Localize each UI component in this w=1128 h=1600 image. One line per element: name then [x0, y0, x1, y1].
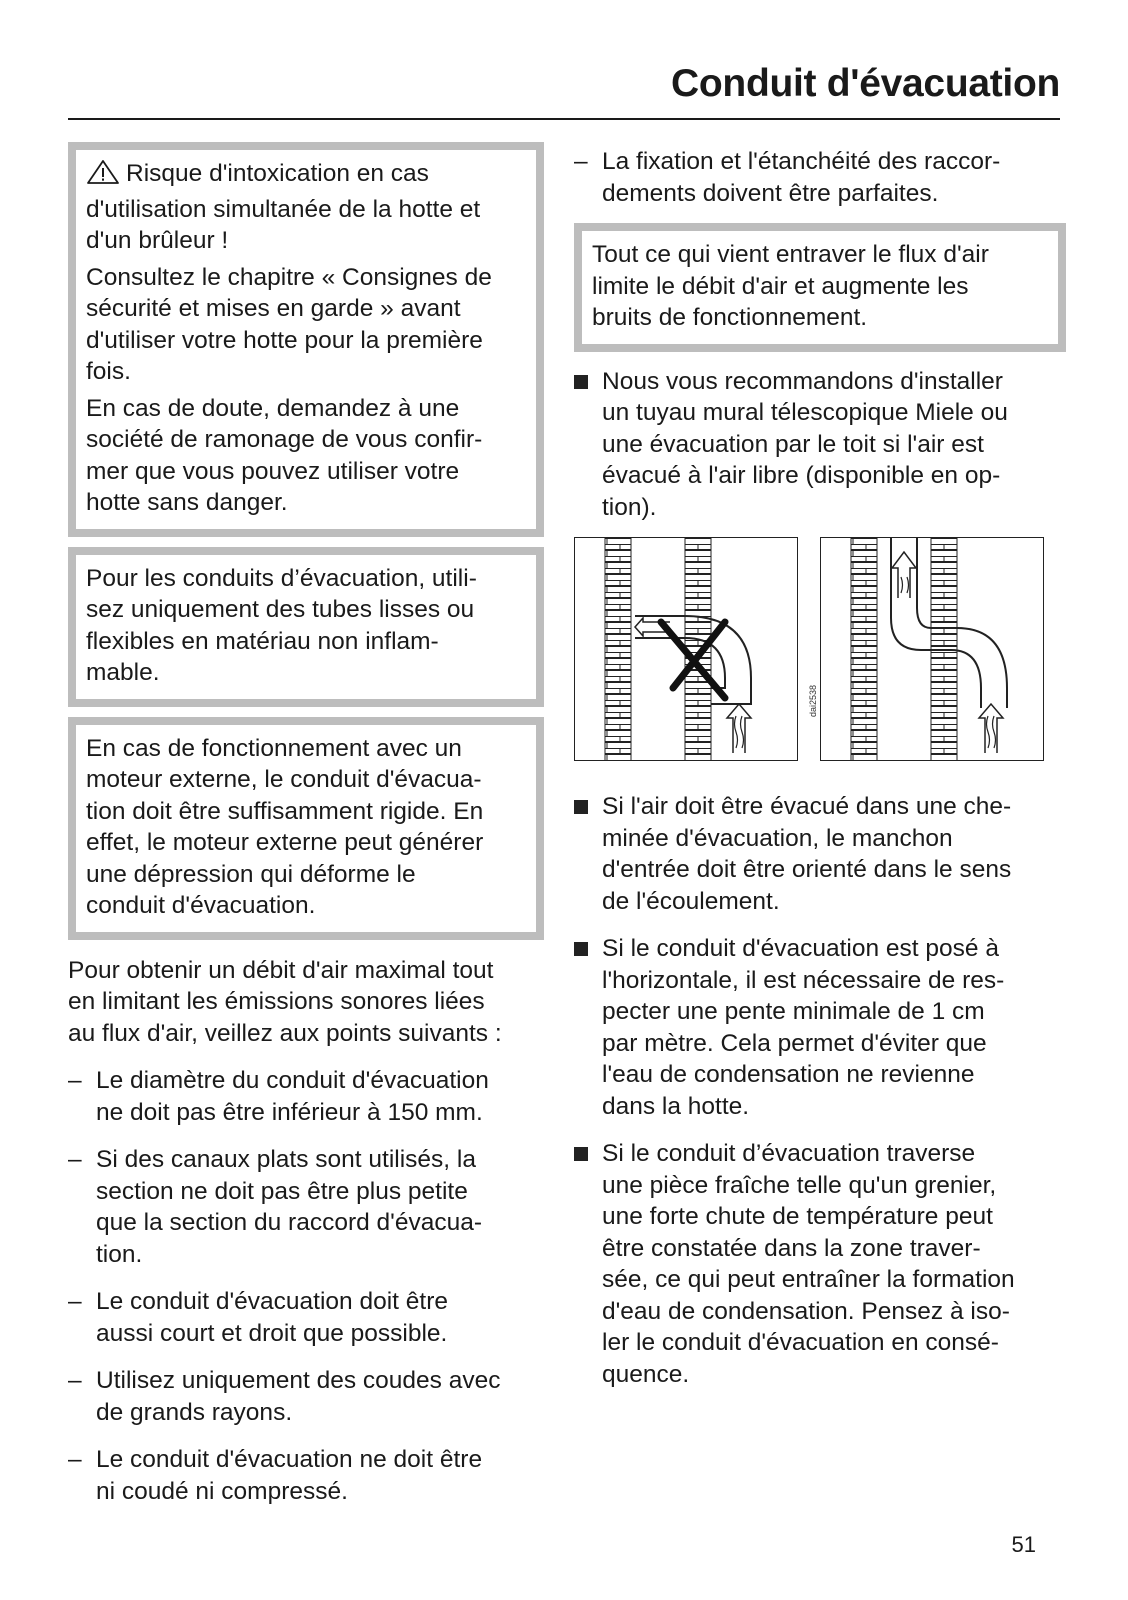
list-item: – Le conduit d'évacuation doit être aussi court et droit que possible.: [68, 1288, 449, 1347]
list-item: – Le diamètre du conduit d'évacuation ne doit pas être inférieur à 150 mm.: [68, 1067, 489, 1126]
warning-line: d'utilisation simultanée de la hotte et: [86, 195, 481, 223]
right-column: [574, 146, 1066, 1390]
list-item: – La fixation et l'étanchéité des raccor- dements doivent être parfaites.: [574, 148, 1001, 207]
intro-line: en limitant les émissions sonores liées: [68, 988, 485, 1015]
note-line: Pour les conduits d’évacuation, utili-: [86, 564, 477, 592]
dash-marker: –: [68, 1067, 82, 1094]
external-motor-note-box: [68, 717, 544, 940]
bullet-item: Si le conduit d’évacuation traverse une pièce fraîche telle qu'un grenier, une forte chute de température peut être constatée dans la zone traver- sée, ce qui peut entraîner la formation d'eau de condensation. Pensez à iso- ler le conduit d'évacuation en consé- quence.: [574, 1138, 1066, 1390]
dash-marker: –: [68, 1367, 82, 1394]
chimney-duct-figure: [574, 537, 1066, 769]
note-line: limite le débit d'air et augmente les: [592, 272, 969, 300]
dash-marker: –: [68, 1446, 82, 1473]
square-bullet: [574, 800, 588, 814]
note-line: bruits de fonctionnement.: [592, 304, 868, 331]
warning-line: hotte sans danger.: [86, 489, 288, 516]
warning-line: En cas de doute, demandez à une: [86, 394, 460, 422]
note-line: une dépression qui déforme le: [86, 860, 416, 888]
note-line: Tout ce qui vient entraver le flux d'air: [592, 241, 989, 268]
note-line: conduit d'évacuation.: [86, 892, 316, 919]
list-item: – Le conduit d'évacuation ne doit être ni coudé ni compressé.: [68, 1446, 483, 1505]
warning-line: société de ramonage de vous confir-: [86, 426, 483, 453]
square-bullet: [574, 1147, 588, 1161]
correct-installation-diagram: [820, 537, 1044, 761]
bullet-item: Nous vous recommandons d'installer un tuyau mural télescopique Miele ou une évacuation par le toit si l'air est évacué à l'air libre (disponible en op- tion).: [574, 366, 1066, 524]
warning-triangle-icon: [86, 159, 120, 194]
list-item: – Si des canaux plats sont utilisés, la section ne doit pas être plus petite que la section du raccord d'évacua- tion.: [68, 1146, 483, 1268]
intro-line: au flux d'air, veillez aux points suivants :: [68, 1019, 502, 1047]
intro-line: Pour obtenir un débit d'air maximal tout: [68, 956, 494, 984]
dash-marker: –: [574, 148, 588, 175]
note-line: En cas de fonctionnement avec un: [86, 734, 462, 762]
note-line: effet, le moteur externe peut générer: [86, 829, 484, 856]
left-column: [68, 142, 544, 1507]
warning-line: d'un brûleur !: [86, 227, 229, 254]
bullet-item: Si l'air doit être évacué dans une che- minée d'évacuation, le manchon d'entrée doit être orienté dans le sens de l'écoulement.: [574, 791, 1066, 917]
note-line: moteur externe, le conduit d'évacua-: [86, 766, 482, 793]
warning-line: sécurité et mises en garde » avant: [86, 295, 461, 322]
warning-line: fois.: [86, 358, 131, 385]
materials-note-box: [68, 547, 544, 707]
warning-line: Consultez le chapitre « Consignes de: [86, 263, 492, 291]
page-title: Conduit d'évacuation: [671, 62, 1060, 105]
warning-line: Risque d'intoxication en cas: [126, 160, 429, 187]
warning-line: d'utiliser votre hotte pour la première: [86, 326, 483, 354]
square-bullet: [574, 942, 588, 956]
warning-box: [68, 142, 544, 537]
warning-paragraph-3: [86, 393, 526, 519]
airflow-note-box: [574, 223, 1066, 352]
bullet-item: Si le conduit d'évacuation est posé à l'horizontale, il est nécessaire de res- pecter une pente minimale de 1 cm par mètre. Cela permet d'éviter que l'eau de condensation ne revienne dans la hotte.: [574, 933, 1066, 1122]
warning-paragraph-1: [86, 158, 526, 257]
square-bullet: [574, 375, 588, 389]
note-line: flexibles en matériau non inflam-: [86, 627, 439, 655]
figure-code: dai2538: [808, 684, 818, 717]
page-number: 51: [1011, 1532, 1036, 1557]
note-line: sez uniquement des tubes lisses ou: [86, 596, 475, 623]
dash-marker: –: [68, 1288, 82, 1315]
list-item: – Utilisez uniquement des coudes avec de grands rayons.: [68, 1367, 501, 1426]
note-line: tion doit être suffisamment rigide. En: [86, 797, 484, 825]
header-rule: [68, 118, 1060, 120]
incorrect-installation-diagram: [574, 537, 798, 761]
dash-marker: –: [68, 1146, 82, 1173]
note-line: mable.: [86, 659, 160, 686]
intro-paragraph: [68, 955, 544, 1050]
warning-paragraph-2: [86, 262, 526, 388]
warning-line: mer que vous pouvez utiliser votre: [86, 457, 460, 485]
